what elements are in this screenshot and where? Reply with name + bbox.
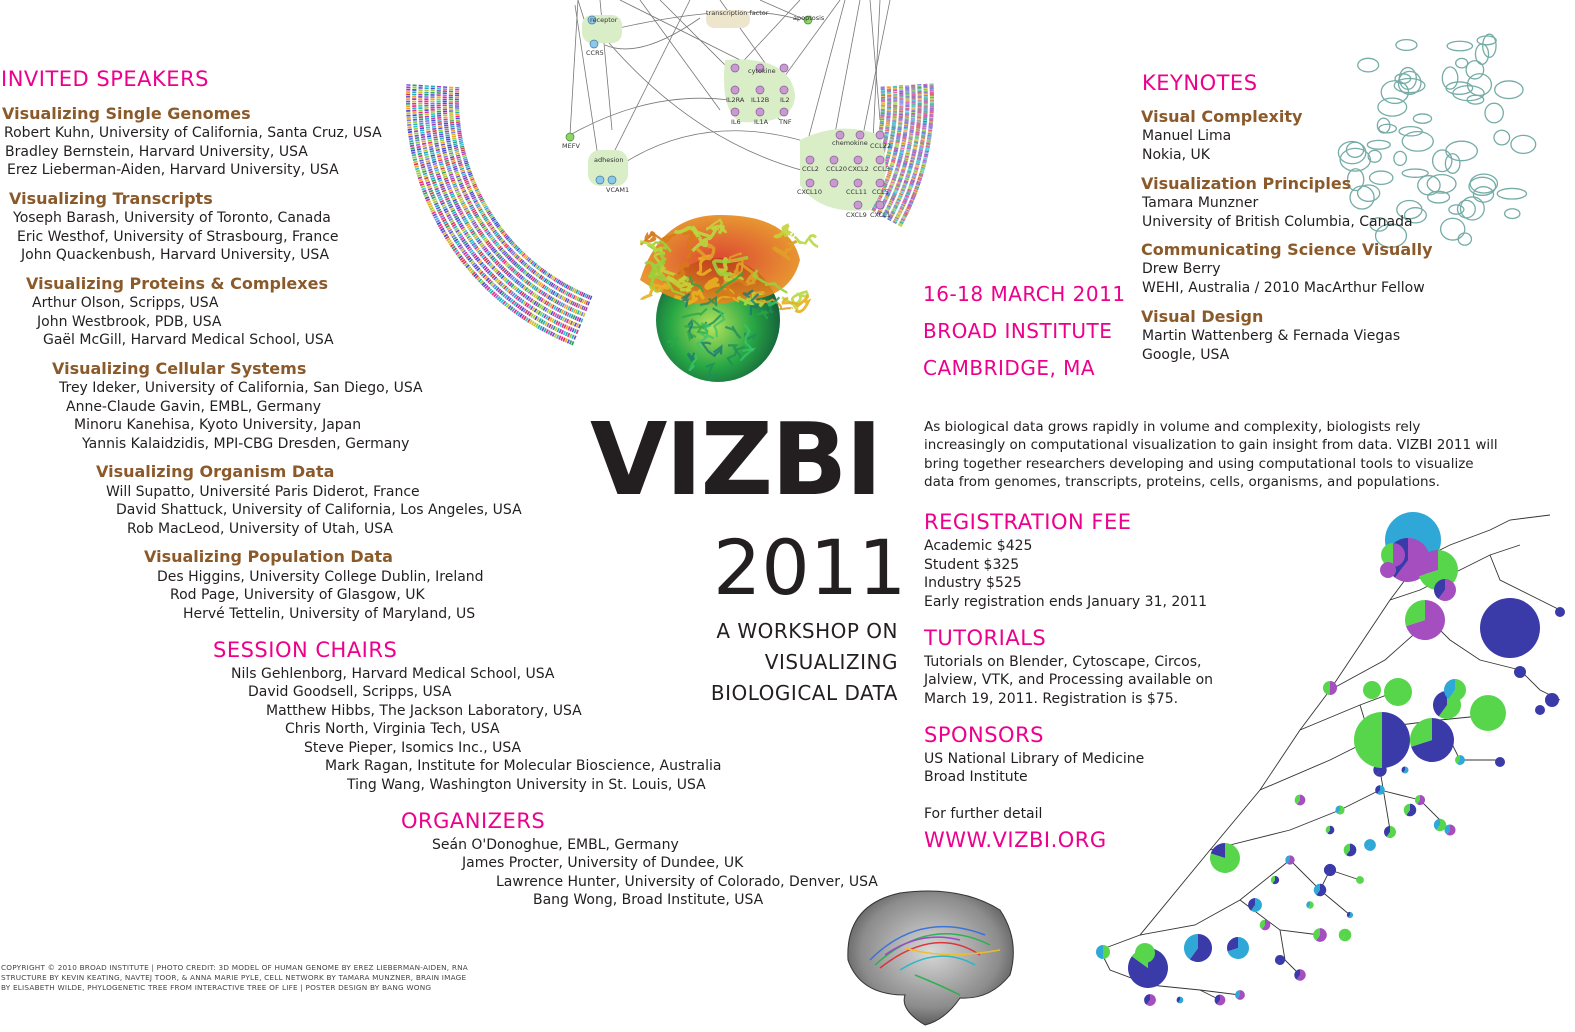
organizers-heading: ORGANIZERS: [401, 809, 546, 833]
speaker-line: Rod Page, University of Glasgow, UK: [170, 587, 425, 603]
event-year: 2011: [713, 523, 907, 612]
group-title-cellular: Visualizing Cellular Systems: [52, 359, 307, 378]
registration-line: Early registration ends January 31, 2011: [924, 594, 1208, 610]
organizer-line: Seán O'Donoghue, EMBL, Germany: [432, 837, 679, 853]
network-label-tnf: TNF: [779, 118, 792, 126]
speaker-line: Robert Kuhn, University of California, Santa Cruz, USA: [4, 125, 382, 141]
speaker-line: Rob MacLeod, University of Utah, USA: [127, 521, 393, 537]
speaker-line: Trey Ideker, University of California, San Diego, USA: [59, 380, 423, 396]
chair-line: Nils Gehlenborg, Harvard Medical School, USA: [231, 666, 555, 682]
registration-line: Academic $425: [924, 538, 1033, 554]
network-label-ccl20: CCL20: [826, 165, 847, 173]
keynote-line: Tamara Munzner: [1142, 195, 1259, 211]
event-subtitle: A WORKSHOP ON VISUALIZING BIOLOGICAL DATA: [710, 619, 898, 705]
keynote-line: Manuel Lima: [1142, 128, 1232, 144]
speaker-line: Anne-Claude Gavin, EMBL, Germany: [66, 399, 322, 415]
network-label-receptor: receptor: [590, 16, 618, 24]
network-label-il6: IL6: [731, 118, 741, 126]
network-label-cytokine: cytokine: [748, 67, 776, 75]
speaker-line: Erez Lieberman-Aiden, Harvard University, USA: [7, 162, 339, 178]
chair-line: Steve Pieper, Isomics Inc., USA: [304, 740, 522, 756]
event-title: VIZBI: [590, 401, 881, 518]
keynote-title: Visualization Principles: [1141, 174, 1352, 193]
network-label-cxcl10: CXCL10: [797, 188, 822, 196]
speaker-line: Bradley Bernstein, Harvard University, USA: [5, 144, 308, 160]
sponsor-line: Broad Institute: [924, 769, 1028, 785]
network-label-mefv: MEFV: [562, 142, 580, 150]
speaker-line: Eric Westhof, University of Strasbourg, France: [17, 229, 339, 245]
tutorials-line: March 19, 2011. Registration is $75.: [924, 691, 1179, 707]
network-label-ccl5: CCL5: [872, 188, 889, 196]
network-label-transcription-factor: transcription factor: [706, 9, 769, 17]
network-label-il2ra: IL2RA: [726, 96, 745, 104]
group-title-population: Visualizing Population Data: [144, 547, 393, 566]
keynote-title: Visual Design: [1141, 307, 1264, 326]
chair-line: Mark Ragan, Institute for Molecular Bioscience, Australia: [325, 758, 722, 774]
network-label-ccl3: CCL3: [873, 165, 890, 173]
network-label-il12b: IL12B: [751, 96, 770, 104]
website-link[interactable]: WWW.VIZBI.ORG: [924, 828, 1107, 852]
network-label-cxcl2: CXCL2: [848, 165, 869, 173]
network-label-ccl22: CCL22: [870, 142, 891, 150]
speaker-line: Arthur Olson, Scripps, USA: [32, 295, 219, 311]
session-chairs-heading: SESSION CHAIRS: [213, 638, 398, 662]
keynote-line: Nokia, UK: [1142, 147, 1210, 163]
keynote-title: Communicating Science Visually: [1141, 240, 1433, 259]
tutorials-line: Jalview, VTK, and Processing available on: [924, 672, 1214, 688]
copyright-notice: COPYRIGHT © 2010 BROAD INSTITUTE | PHOTO CREDIT: 3D MODEL OF HUMAN GENOME BY EREZ LIEBERMAN-AIDEN, RNA STRUCTURE BY KEVIN KEATING, NAVTEJ TOOR, & ANNA MARIE PYLE, CELL NETWORK BY TAMARA MUNZNER, BRAIN IMAGE BY ELISABETH WILDE, PHYLOGENETIC TREE FROM INTERACTIVE TREE OF LIFE | POSTER DESIGN BY BANG WONG: [1, 963, 468, 992]
speaker-line: John Quackenbush, Harvard University, USA: [21, 247, 330, 263]
speaker-line: David Shattuck, University of California, Los Angeles, USA: [116, 502, 522, 518]
registration-line: Industry $525: [924, 575, 1022, 591]
speaker-line: Gaël McGill, Harvard Medical School, USA: [43, 332, 334, 348]
registration-heading: REGISTRATION FEE: [924, 510, 1132, 534]
network-label-ccl11: CCL11: [846, 188, 867, 196]
keynote-line: Google, USA: [1142, 347, 1230, 363]
network-label-il2: IL2: [780, 96, 790, 104]
group-title-proteins: Visualizing Proteins & Complexes: [26, 274, 328, 293]
keynote-line: Martin Wattenberg & Fernada Viegas: [1142, 328, 1401, 344]
network-label-cxcl1: CXCL1: [870, 211, 891, 219]
keynotes-heading: KEYNOTES: [1142, 71, 1258, 95]
event-details: [923, 276, 1126, 387]
chair-line: David Goodsell, Scripps, USA: [248, 684, 452, 700]
contact-label: For further detail: [924, 806, 1043, 822]
group-title-transcripts: Visualizing Transcripts: [9, 189, 213, 208]
event-dates: 16-18 MARCH 2011: [923, 282, 1126, 306]
chair-line: Chris North, Virginia Tech, USA: [285, 721, 500, 737]
chair-line: Matthew Hibbs, The Jackson Laboratory, USA: [266, 703, 582, 719]
registration-line: Student $325: [924, 557, 1020, 573]
speaker-line: Will Supatto, Université Paris Diderot, France: [106, 484, 420, 500]
sponsors-heading: SPONSORS: [924, 723, 1045, 747]
event-city: CAMBRIDGE, MA: [923, 356, 1096, 380]
network-label-adhesion: adhesion: [594, 156, 624, 164]
speaker-line: John Westbrook, PDB, USA: [37, 314, 222, 330]
speaker-line: Des Higgins, University College Dublin, Ireland: [157, 569, 484, 585]
invited-speakers-heading: INVITED SPEAKERS: [1, 67, 209, 91]
keynote-line: Drew Berry: [1142, 261, 1221, 277]
organizer-line: Bang Wong, Broad Institute, USA: [533, 892, 764, 908]
group-title-organism: Visualizing Organism Data: [96, 462, 335, 481]
organizer-line: Lawrence Hunter, University of Colorado, Denver, USA: [496, 874, 878, 890]
keynote-title: Visual Complexity: [1141, 107, 1303, 126]
speaker-line: Minoru Kanehisa, Kyoto University, Japan: [74, 417, 362, 433]
keynote-line: WEHI, Australia / 2010 MacArthur Fellow: [1142, 280, 1425, 296]
speaker-line: Hervé Tettelin, University of Maryland, US: [183, 606, 476, 622]
speaker-line: Yannis Kalaidzidis, MPI-CBG Dresden, Germany: [82, 436, 410, 452]
tutorials-line: Tutorials on Blender, Cytoscape, Circos,: [924, 654, 1202, 670]
network-label-ccr5: CCR5: [586, 49, 604, 57]
sponsor-line: US National Library of Medicine: [924, 751, 1145, 767]
network-label-chemokine: chemokine: [832, 139, 868, 147]
network-label-vcam1: VCAM1: [606, 186, 630, 194]
tutorials-heading: TUTORIALS: [924, 626, 1047, 650]
speaker-line: Yoseph Barash, University of Toronto, Canada: [13, 210, 331, 226]
group-title-single-genomes: Visualizing Single Genomes: [2, 104, 251, 123]
organizer-line: James Procter, University of Dundee, UK: [462, 855, 744, 871]
network-label-cxcl9: CXCL9: [846, 211, 867, 219]
network-label-il1a: IL1A: [754, 118, 769, 126]
workshop-description: As biological data grows rapidly in volume and complexity, biologists rely increasingly on computational visualization to gain insight from data. VIZBI 2011 will bring together researchers developing and using computational tools to visualize data from genomes, transcripts, proteins, cells, organisms, and populations.: [924, 419, 1498, 491]
keynote-line: University of British Columbia, Canada: [1142, 214, 1413, 230]
event-venue: BROAD INSTITUTE: [923, 319, 1113, 343]
network-label-apoptosis: apoptosis: [793, 14, 825, 22]
chair-line: Ting Wang, Washington University in St. Louis, USA: [347, 777, 706, 793]
network-label-ccl2: CCL2: [802, 165, 819, 173]
